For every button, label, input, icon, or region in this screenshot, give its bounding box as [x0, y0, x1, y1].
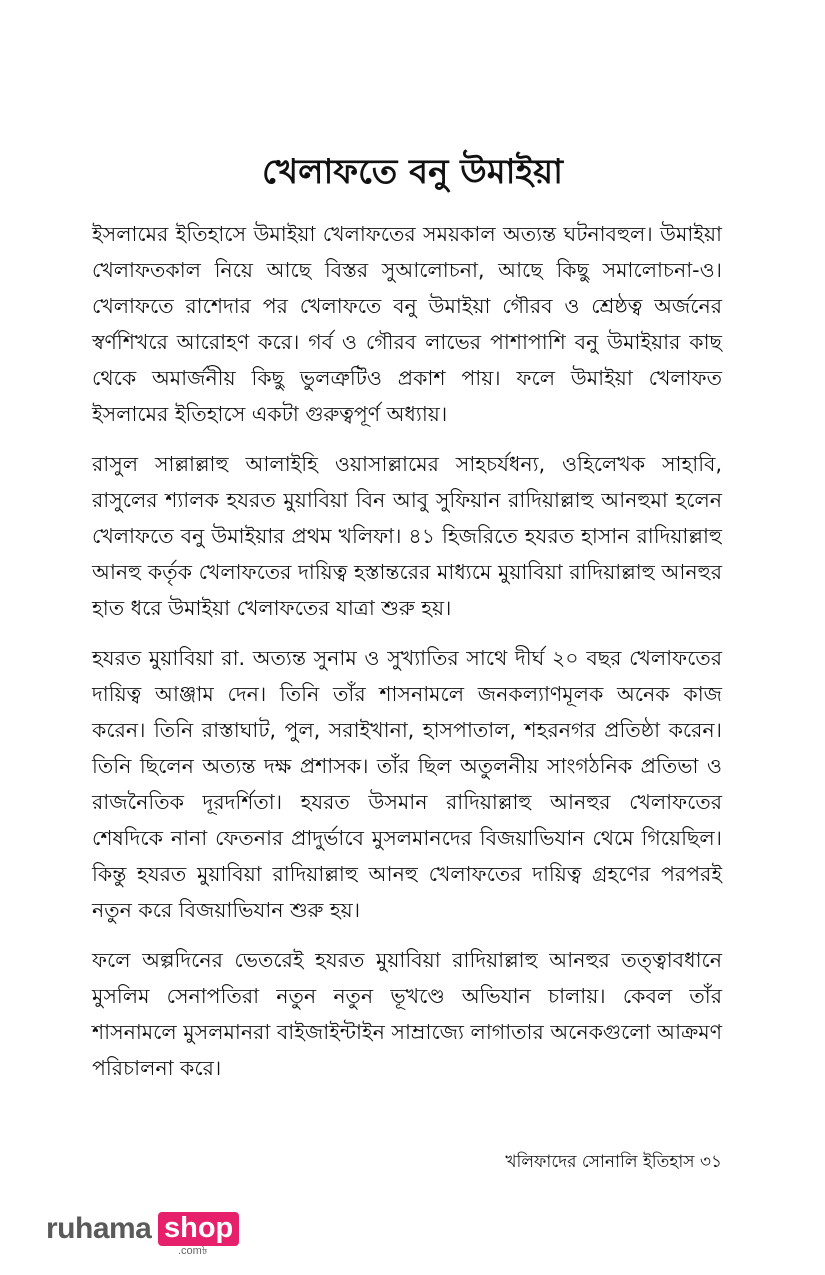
chapter-title: খেলাফতে বনু উমাইয়া: [261, 152, 564, 192]
logo-text-ruhama: ruhama: [46, 1212, 152, 1245]
page-footer: খলিফাদের সোনালি ইতিহাস ৩১: [505, 1152, 722, 1172]
paragraph-3: হযরত মুয়াবিয়া রা. অত্যন্ত সুনাম ও সুখ্যাতির সাথে দীর্ঘ ২০ বছর খেলাফতের দায়িত্ব আঞ্জাম দেন। তিনি তাঁর শাসনামলে জনকল্যাণমূলক অনেক কাজ করেন। তিনি রাস্তাঘাট, পুল, সরাইখানা, হাসপাতাল, শহরনগর প্রতিষ্ঠা করেন। তিনি ছিলেন অত্যন্ত দক্ষ প্রশাসক। তাঁর ছিল অতুলনীয় সাংগঠনিক প্রতিভা ও রাজনৈতিক দূরদর্শিতা। হযরত উসমান রাদিয়াল্লাহু আনহুর খেলাফতের শেষদিকে নানা ফেতনার প্রাদুর্ভাবে মুসলমানদের বিজয়াভিযান থেমে গিয়েছিল। কিন্তু হযরত মুয়াবিয়া রাদিয়াল্লাহু আনহু খেলাফতের দায়িত্ব গ্রহণের পরপরই নতুন করে বিজয়াভিযান শুরু হয়।: [92, 646, 722, 922]
paragraph-4: ফলে অল্পদিনের ভেতরেই হযরত মুয়াবিয়া রাদিয়াল্লাহু আনহুর তত্ত্বাবধানে মুসলিম সেনাপতিরা নতুন নতুন ভূখণ্ডে অভিযান চালায়। কেবল তাঁর শাসনামলে মুসলমানরা বাইজাইন্টাইন সাম্রাজ্যে লাগাতার অনেকগুলো আক্রমণ পরিচালনা করে।: [92, 948, 722, 1080]
paragraph-1: ইসলামের ইতিহাসে উমাইয়া খেলাফতের সময়কাল অত্যন্ত ঘটনাবহুল। উমাইয়া খেলাফতকাল নিয়ে আছে বিস্তর সুআলোচনা, আছে কিছু সমালোচনা-ও। খেলাফতে রাশেদার পর খেলাফতে বনু উমাইয়া গৌরব ও শ্রেষ্ঠত্ব অর্জনের স্বর্ণশিখরে আরোহণ করে। গর্ব ও গৌরব লাভের পাশাপাশি বনু উমাইয়ার কাছ থেকে অমার্জনীয় কিছু ভুলত্রুটিও প্রকাশ পায়। ফলে উমাইয়া খেলাফত ইসলামের ইতিহাসে একটা গুরুত্বপূর্ণ অধ্যায়।: [92, 222, 722, 426]
logo-text-shop: shop: [158, 1212, 239, 1246]
paragraph-2: রাসুল সাল্লাল্লাহু আলাইহি ওয়াসাল্লামের সাহচর্যধন্য, ওহিলেখক সাহাবি, রাসুলের শ্যালক হযরত মুয়াবিয়া বিন আবু সুফিয়ান রাদিয়াল্লাহু আনহুমা হলেন খেলাফতে বনু উমাইয়ার প্রথম খলিফা। ৪১ হিজরিতে হযরত হাসান রাদিয়াল্লাহু আনহু কর্তৃক খেলাফতের দায়িত্ব হস্তান্তরের মাধ্যমে মুয়াবিয়া রাদিয়াল্লাহু আনহুর হাত ধরে উমাইয়া খেলাফতের যাত্রা শুরু হয়।: [92, 452, 722, 620]
chapter-body: [92, 216, 722, 1100]
ruhamashop-logo: [46, 1212, 246, 1260]
logo-text-suffix: .com৳: [178, 1245, 208, 1257]
